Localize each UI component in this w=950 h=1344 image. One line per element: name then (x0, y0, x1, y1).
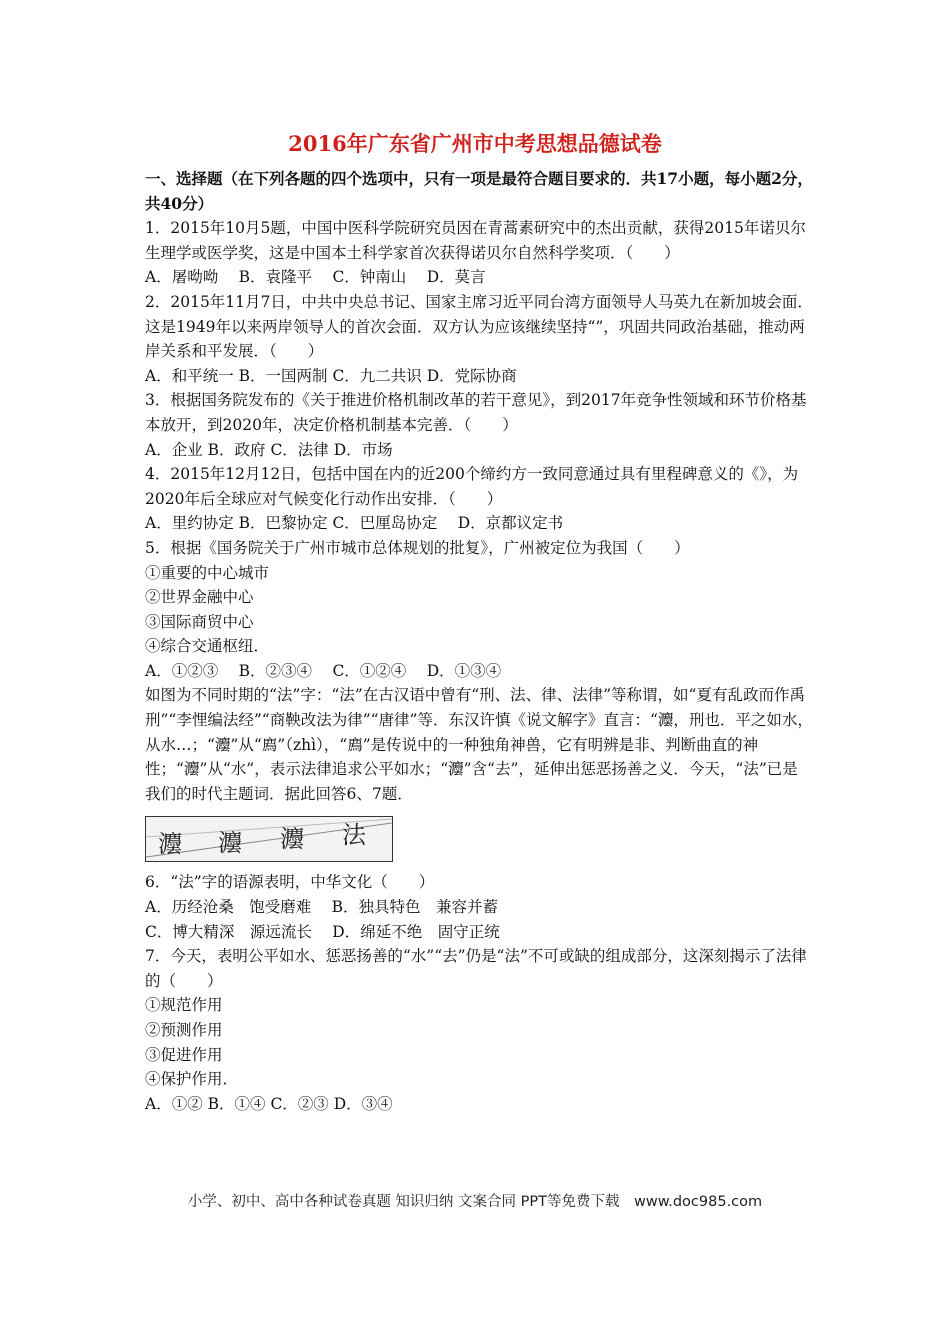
question-line: ③国际商贸中心 (145, 612, 254, 631)
figure-char-2: 灋 (218, 829, 242, 858)
question-line: C．博大精深 源远流长 D．绵延不绝 固守正统 (145, 922, 500, 941)
questions-before-figure (145, 216, 813, 806)
question-line: 2．2015年11月7日，中共中央总书记、国家主席习近平同台湾方面领导人马英九在新加坡会面．这是1949年以来两岸领导人的首次会面．双方认为应该继续坚持“”，巩固共同政治基础，推动两岸关系和平发展．（ ） (145, 292, 813, 361)
question-line: ④综合交通枢纽． (145, 637, 270, 656)
question-line: A．①② B．①④ C．②③ D．③④ (145, 1094, 393, 1113)
question-line: ④保护作用． (145, 1070, 239, 1089)
figure-char-3: 灋 (280, 825, 304, 854)
questions-after-figure (145, 870, 813, 1116)
question-line: A．企业 B．政府 C．法律 D．市场 (145, 440, 393, 459)
question-line: 5．根据《国务院关于广州市城市总体规划的批复》，广州被定位为我国（ ） (145, 538, 690, 557)
question-line: ②世界金融中心 (145, 588, 254, 607)
page-title: 2016年广东省广州市中考思想品德试卷 (288, 131, 662, 156)
question-line: A．屠呦呦 B．袁隆平 C．钟南山 D．莫言 (145, 268, 486, 287)
question-line: 3．根据国务院发布的《关于推进价格机制改革的若干意见》，到2017年竞争性领域和环节价格基本放开，到2020年，决定价格机制基本完善．（ ） (145, 391, 807, 434)
fa-character-figure (145, 816, 393, 862)
question-line: 如图为不同时期的“法”字：“法”在古汉语中曾有“刑、法、律、法律”等称谓，如“夏有乱政而作禹刑”“李悝编法经”“商鞅改法为律”“唐律”等．东汉许慎《说文解字》直言：“灋，刑也．平之如水，从水…；“灋”从“廌”（zhì），“廌”是传说中的一种独角神兽，它有明辨是非、判断曲直的神性；“灋”从“水”，表示法律追求公平如水；“灋”含“去”，延伸出惩恶扬善之义．今天，“法”已是我们的时代主题词．据此回答6、7题． (145, 686, 813, 803)
figure-char-1: 灋 (158, 830, 182, 859)
question-line: 6．“法”字的语源表明，中华文化（ ） (145, 873, 435, 892)
question-line: ③促进作用 (145, 1045, 223, 1064)
question-line: A．①②③ B．②③④ C．①②④ D．①③④ (145, 661, 502, 680)
question-line: A．历经沧桑 饱受磨难 B．独具特色 兼容并蓄 (145, 898, 499, 917)
footer-note: 小学、初中、高中各种试卷真题 知识归纳 文案合同 PPT等免费下载 www.doc985.com (187, 1194, 763, 1210)
question-line: 7．今天，表明公平如水、惩恶扬善的“水”“去”仍是“法”不可或缺的组成部分，这深刻揭示了法律的（ ） (145, 947, 807, 990)
section-heading: 一、选择题（在下列各题的四个选项中，只有一项是最符合题目要求的．共17小题，每小题2分，共40分） (145, 169, 813, 213)
figure-char-4: 法 (342, 821, 366, 850)
question-content (145, 167, 813, 1116)
question-line: ①重要的中心城市 (145, 563, 270, 582)
question-line: ②预测作用 (145, 1021, 223, 1039)
question-line: 4．2015年12月12日，包括中国在内的近200个缔约方一致同意通过具有里程碑意义的《》，为2020年后全球应对气候变化行动作出安排．（ ） (145, 465, 799, 508)
question-line: ①规范作用 (145, 996, 223, 1015)
question-line: 1．2015年10月5题，中国中医科学院研究员因在青蒿素研究中的杰出贡献，获得2015年诺贝尔生理学或医学奖，这是中国本土科学家首次获得诺贝尔自然科学奖项．（ ） (145, 219, 806, 262)
question-line: A．里约协定 B．巴黎协定 C．巴厘岛协定 D．京都议定书 (145, 514, 564, 533)
question-line: A．和平统一 B．一国两制 C．九二共识 D．党际协商 (145, 366, 517, 385)
fa-character-figure-art (146, 817, 392, 861)
